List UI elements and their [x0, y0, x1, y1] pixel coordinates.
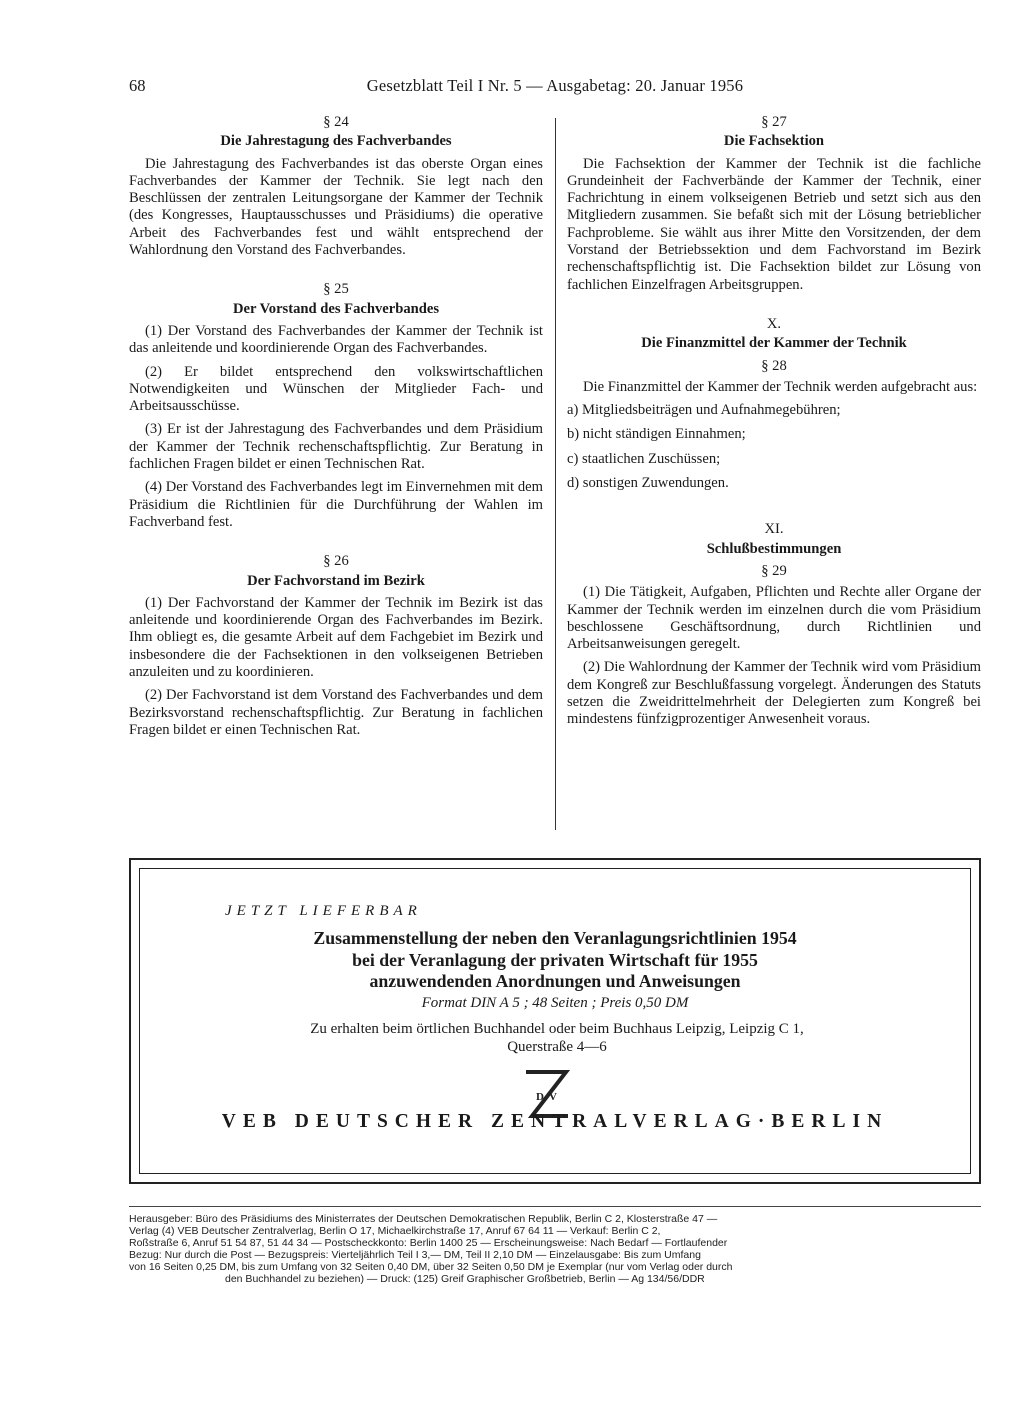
section-title: Der Fachvorstand im Bezirk: [247, 572, 425, 589]
right-column: [567, 114, 981, 729]
chapter-title: Schlußbestimmungen: [706, 540, 842, 557]
left-column: [129, 114, 543, 739]
chapter-number: X.: [766, 315, 782, 332]
chapter-number: XI.: [764, 521, 784, 538]
imprint-line: den Buchhandel zu beziehen) — Druck: (125) Greif Graphischer Großbetrieb, Berlin — Ag 134/56/DDR: [225, 1273, 705, 1285]
paragraph: (1) Die Tätigkeit, Aufgaben, Pflichten und Rechte aller Organe der Kammer der Technik werden im einzelnen durch die vom Präsidium beschlossene Geschäftsordnung, durch Richtlinien und Arbeitsanweisungen geregelt.: [567, 584, 981, 653]
publisher-name: VEB DEUTSCHER ZENTRALVERLAG·BERLIN: [221, 1111, 889, 1132]
section-number: § 27: [761, 114, 787, 130]
imprint-line: Bezug: Nur durch die Post — Bezugspreis: Vierteljährlich Teil I 3,— DM, Teil II 2,10 DM — Einzelausgabe: Bis zum Umfang: [129, 1249, 701, 1261]
imprint: [129, 1213, 981, 1285]
header-title: Gesetzblatt Teil I Nr. 5 — Ausgabetag: 20. Januar 1956: [366, 76, 744, 95]
svg-text:D: D: [536, 1091, 544, 1103]
section-number: § 28: [761, 357, 787, 374]
advertisement-title-line: Zusammenstellung der neben den Veranlagungsrichtlinien 1954: [313, 928, 797, 948]
order-line: Querstraße 4—6: [507, 1039, 607, 1055]
imprint-line: Verlag (4) VEB Deutscher Zentralverlag, Berlin O 17, Michaelkirchstraße 17, Anruf 67 64 11 — Verkauf: Berlin C 2,: [129, 1225, 661, 1237]
svg-text:V: V: [549, 1091, 557, 1103]
list-item: b) nicht ständigen Einnahmen;: [567, 426, 746, 443]
paragraph: Die Fachsektion der Kammer der Technik ist die fachliche Grundeinheit der Fachverbände der Kammer der Technik, einer Fachrichtung in einem volkseigenen Betrieb und setzt sich aus den Mitgliedern zusammen. Sie befaßt sich mit der Lösung betrieblicher Fachprobleme. Sie wählt aus ihrer Mitte den Vorsitzenden, der dem Vorstand der Betriebssektion und dem Fachvorstand im Bezirk rechenschaftspflichtig ist. Die Fachsektion bildet zur Lösung von fachlichen Einzelfragen Arbeitsgruppen.: [567, 155, 981, 293]
section-number: § 25: [323, 281, 349, 298]
paragraph: Die Jahrestagung des Fachverbandes ist das oberste Organ eines Fachverbandes der Kammer der Technik. Sie legt nach den Beschlüssen der zentralen Leitungsorgane der Kammer der Technik (des Kongresses, Hauptausschusses und Präsidiums) die operative Arbeit des Fachverbandes fest und wählt entsprechend der Wahlordnung den Vorstand des Fachverbandes.: [129, 155, 543, 259]
section-title: Die Jahrestagung des Fachverbandes: [220, 133, 452, 150]
paragraph: (2) Er bildet entsprechend den volkswirtschaftlichen Notwendigkeiten und Wünschen der Mitglieder Fach- und Arbeitsausschüsse.: [129, 363, 543, 415]
paragraph: (1) Der Vorstand des Fachverbandes der Kammer der Technik ist das anleitende und koordinierende Organ des Fachverbandes.: [129, 322, 543, 357]
order-line: Zu erhalten beim örtlichen Buchhandel oder beim Buchhaus Leipzig, Leipzig C 1,: [310, 1021, 804, 1037]
list-item: a) Mitgliedsbeiträgen und Aufnahmegebühren;: [567, 402, 841, 419]
chapter-title: Die Finanzmittel der Kammer der Technik: [641, 335, 907, 352]
imprint-line: Roßstraße 6, Anruf 51 54 87, 51 44 34 — Postscheckkonto: Berlin 1400 25 — Erscheinungsweise: Nach Bedarf — Fortlaufender: [129, 1237, 728, 1249]
advertisement-order-info: [232, 1020, 882, 1056]
paragraph: (3) Er ist der Jahrestagung des Fachverbandes und dem Präsidium der Kammer der Technik rechenschaftspflichtig. Zur Beratung in fachlichen Fragen bildet er einen Technischen Rat.: [129, 421, 543, 473]
section-title: Die Fachsektion: [723, 133, 825, 150]
section-number: § 26: [323, 553, 349, 570]
page-number: 68: [129, 76, 146, 95]
imprint-line: von 16 Seiten 0,25 DM, bis zum Umfang von 32 Seiten 0,40 DM, über 32 Seiten 0,50 DM je Exemplar (nur vom Verlag oder durch: [129, 1261, 733, 1273]
advertisement-title-line: bei der Veranlagung der privaten Wirtschaft für 1955: [352, 949, 758, 970]
imprint-line: Herausgeber: Büro des Präsidiums des Ministerrates der Deutschen Demokratischen Republik, Berlin C 2, Klosterstraße 47 —: [129, 1213, 718, 1225]
paragraph: Die Finanzmittel der Kammer der Technik werden aufgebracht aus:: [583, 378, 978, 395]
paragraph: (4) Der Vorstand des Fachverbandes legt im Einvernehmen mit dem Präsidium die Richtlinien für die Durchführung der Wahlen im Fachverband fest.: [129, 479, 543, 530]
advertisement-title-line: anzuwendenden Anordnungen und Anweisungen: [369, 971, 741, 991]
list-item: d) sonstigen Zuwendungen.: [567, 475, 729, 492]
paragraph: (1) Der Fachvorstand der Kammer der Technik im Bezirk ist das anleitende und koordinierende Organ des Fachverbandes im Bezirk. Ihm obliegt es, die gesamte Arbeit auf dem Fachgebiet im Bezirk und insbesondere die der Fachsektionen in den volkseigenen Betrieben anzuleiten und zu koordinieren.: [129, 594, 543, 681]
imprint-rule: [129, 1206, 981, 1207]
section-number: § 29: [761, 562, 787, 579]
page-header: [129, 76, 981, 98]
paragraph: (2) Die Wahlordnung der Kammer der Technik wird vom Präsidium dem Kongreß zur Beschlußfassung vorgelegt. Änderungen des Statuts setzen die Zweidrittelmehrheit der Delegierten zum Kongreß bei mindestens fünfzigprozentiger Anwesenheit voraus.: [567, 659, 981, 728]
paragraph: (2) Der Fachvorstand ist dem Vorstand des Fachverbandes und dem Bezirksvorstand rechenschaftspflichtig. Zur Beratung in fachlichen Fragen bildet er einen Technischen Rat.: [129, 687, 543, 738]
section-number: § 24: [323, 114, 349, 130]
advertisement-title: [129, 928, 981, 993]
list-item: c) staatlichen Zuschüssen;: [567, 450, 721, 467]
column-divider: [555, 118, 556, 830]
advertisement-kicker: JETZT LIEFERBAR: [225, 903, 422, 919]
section-title: Der Vorstand des Fachverbandes: [232, 300, 440, 317]
advertisement-format: Format DIN A 5 ; 48 Seiten ; Preis 0,50 DM: [421, 995, 689, 1011]
